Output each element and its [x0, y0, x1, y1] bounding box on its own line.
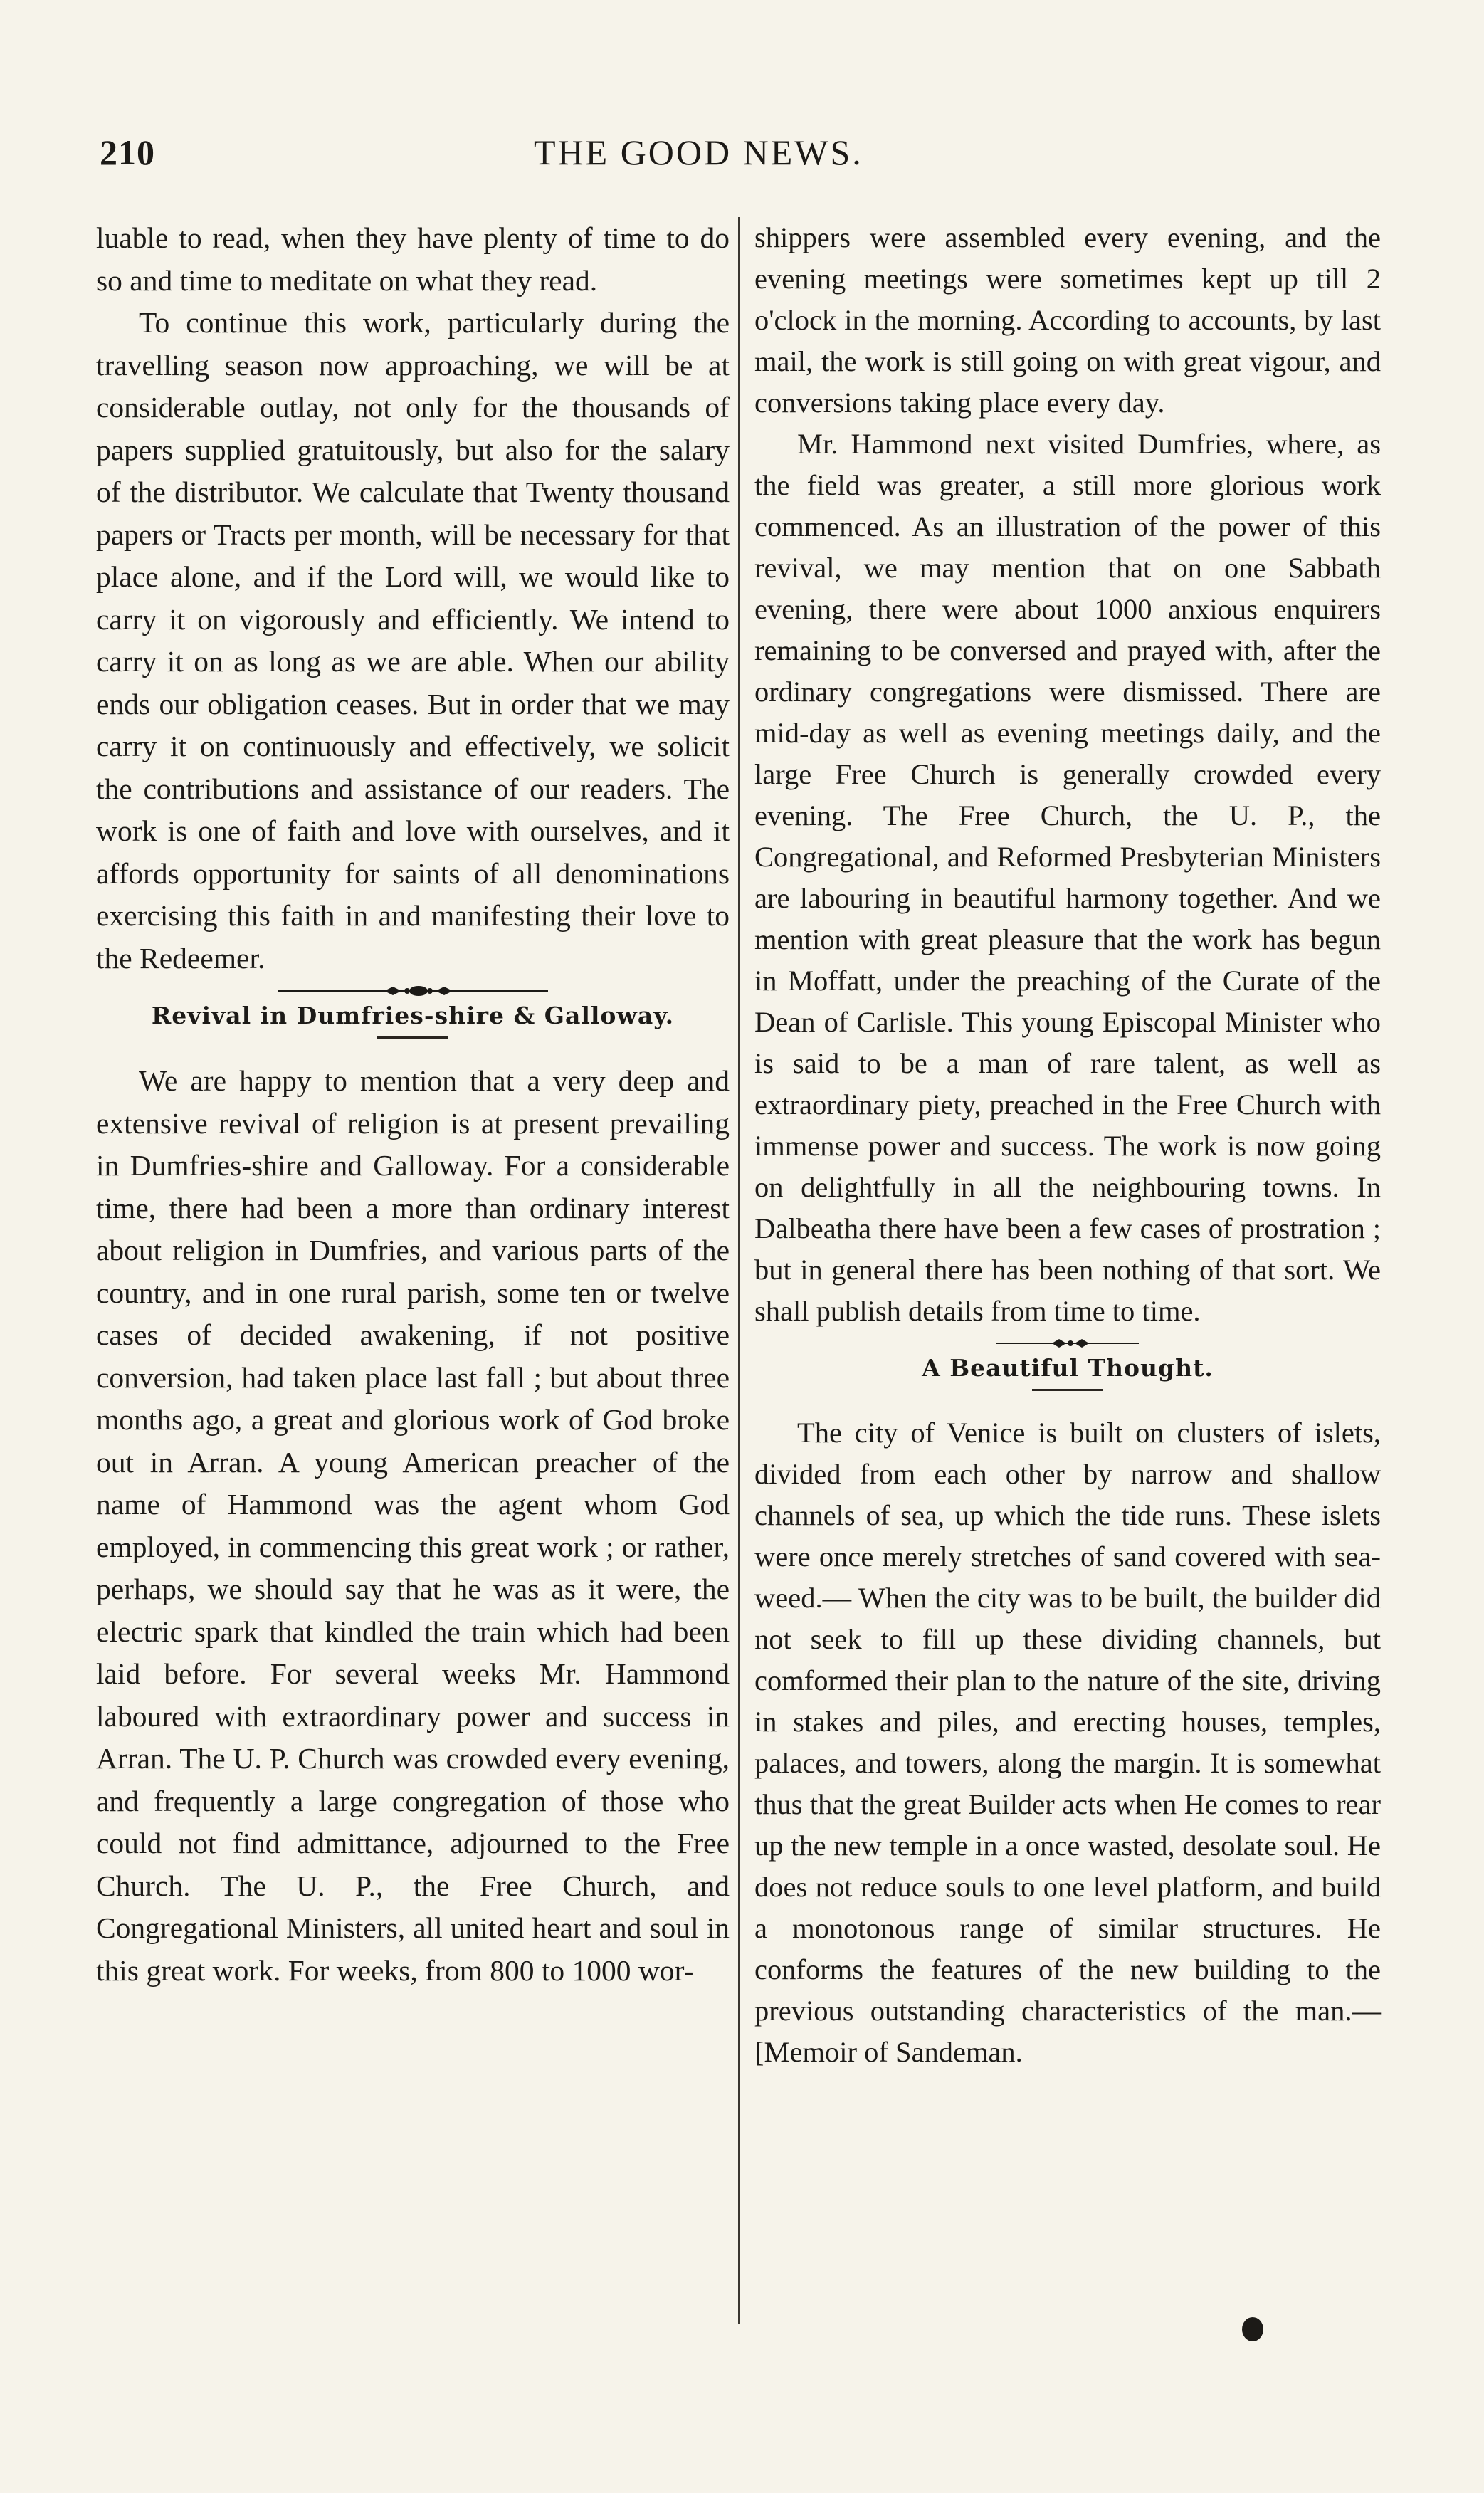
right-column — [754, 217, 1381, 2073]
page-number: 210 — [100, 132, 155, 172]
page-header — [100, 132, 1381, 182]
paragraph-revival: We are happy to mention that a very deep and extensive revival of religion is at present prevailing in Dumfries-shire and Galloway. For a considerable time, there had been a more than ordinary interest about religion in Dumfries, and various parts of the country, and in one rural parish, some ten or twelve cases of decided awakening, if not positive conversion, had taken place last fall ; but about three months ago, a great and glorious work of God broke out in Arran. A young American preacher of the name of Hammond was the agent whom God employed, in commencing this great work ; or rather, perhaps, we should say that he was as it were, the electric spark that kindled the train which had been laid before. For several weeks Mr. Hammond laboured with extraordinary power and success in Arran. The U. P. Church was crowded every evening, and frequently a large congregation of those who could not find admittance, adjourned to the Free Church. The U. P., the Free Church, and Congregational Ministers, all united heart and soul in this great work. For weeks, from 800 to 1000 wor- — [96, 1064, 730, 1987]
running-title: THE GOOD NEWS. — [534, 132, 863, 172]
paragraph-worshippers: shippers were assembled every evening, and the evening meetings were sometimes kept up till 2 o'clock in the morning. According to accounts, by last mail, the work is still going on with great vigour, and conversions taking place every day. — [754, 221, 1381, 419]
heading-rule — [377, 1036, 448, 1039]
left-column — [96, 217, 730, 1992]
paragraph-dumfries: Mr. Hammond next visited Dumfries, where, as the field was greater, a still more glorious work commenced. As an illustration of the power of this revival, we may mention that on one Sabbath evening, there were about 1000 anxious enquirers remaining to be conversed and prayed with, after the ordinary congregations were dismissed. There are mid-day as well as evening meetings daily, and the large Free Church is generally crowded every evening. The Free Church, the U. P., the Congregational, and Reformed Presbyterian Ministers are labouring in beautiful harmony together. And we mention with great pleasure that the work has begun in Moffatt, under the preaching of the Curate of the Dean of Carlisle. This young Episcopal Minister who is said to be a man of rare talent, as well as extraordinary piety, preached in the Free Church with immense power and success. The work is now going on delightfully in all the neighbouring towns. In Dalbeatha there have been a few cases of prostration ; but in general there has been nothing of that sort. We shall publish details from time to time. — [754, 428, 1381, 1327]
paragraph-venice: The city of Venice is built on clusters of islets, divided from each other by narrow and shallow channels of sea, up which the tide runs. These islets were once merely stretches of sand covered with sea-weed.— When the city was to be built, the builder did not seek to fill up these dividing channels, but comformed their plan to the nature of the site, driving in stakes and piles, and erecting houses, temples, palaces, and towers, along the margin. It is somewhat thus that the great Builder acts when He comes to rear up the new temple in a once wasted, desolate soul. He does not reduce souls to one level platform, and build a monotonous range of similar structures. He conforms the features of the new building to the previous outstanding characteristics of the man.—[Memoir of Sandeman. — [754, 1417, 1381, 2068]
column-divider — [738, 217, 740, 2324]
paragraph-outlay: To continue this work, particularly during the travelling season now approaching, we will be at considerable outlay, not only for the thousands of papers supplied gratuitously, but also for the salary of the distributor. We calculate that Twenty thousand papers or Tracts per month, will be necessary for that place alone, and if the Lord will, we would like to carry it on vigorously and efficiently. We intend to carry it on as long as we are able. When our ability ends our obligation ceases. But in order that we may carry it on continuously and effectively, we solicit the contributions and assistance of our readers. The work is one of faith and love with ourselves, and it affords opportunity for saints of all denominations exercising this faith in and manifesting their love to the Redeemer. — [96, 306, 730, 975]
ink-blot — [1242, 2317, 1263, 2341]
paragraph-continued: luable to read, when they have plenty of time to do so and time to meditate on what they read. — [96, 221, 730, 297]
section-heading-beautiful-thought: A Beautiful Thought. — [922, 1354, 1214, 1382]
section-ornament — [996, 1336, 1139, 1350]
section-ornament — [278, 984, 548, 998]
section-heading-revival: Revival in Dumfries-shire & Galloway. — [151, 1002, 675, 1029]
heading-rule — [1032, 1389, 1103, 1391]
